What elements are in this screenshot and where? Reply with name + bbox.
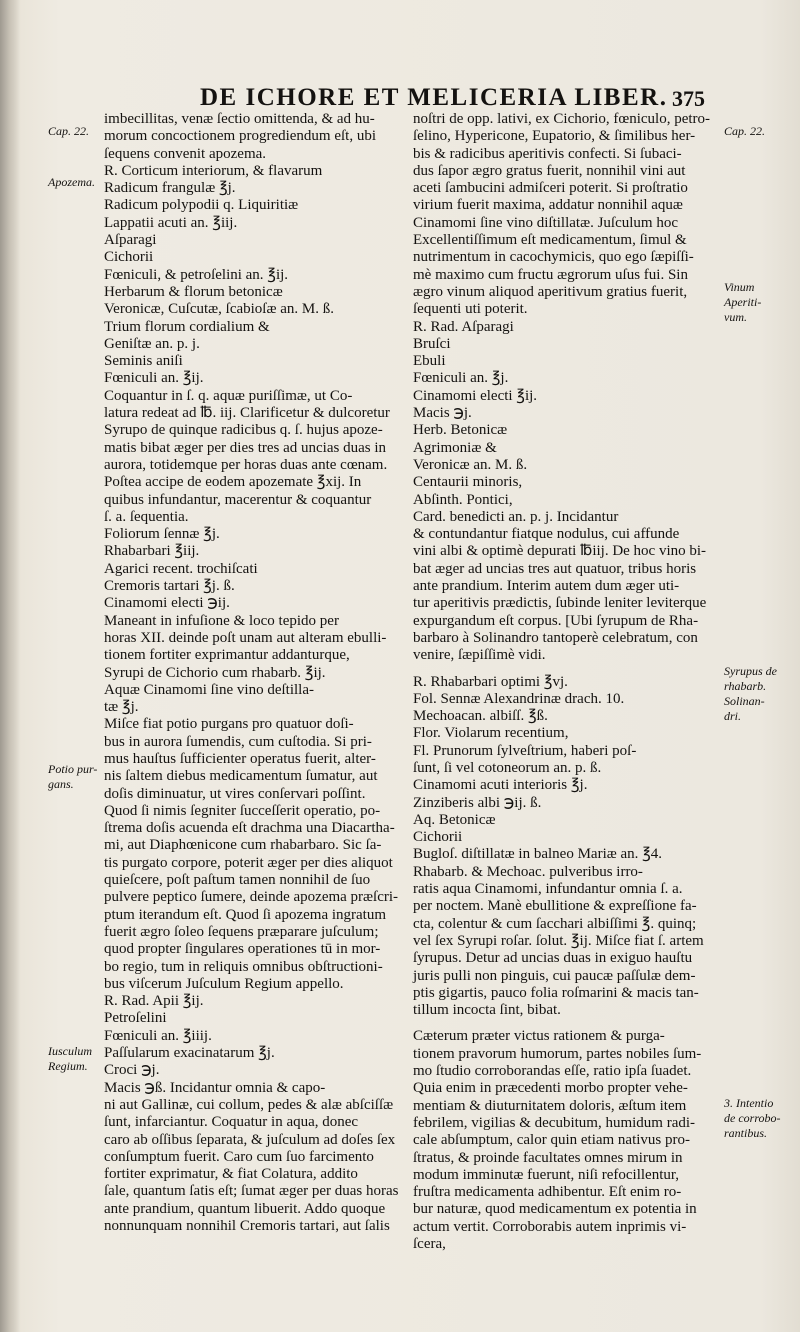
text-line: noſtri de opp. lativi, ex Cichorio, fœniculo, petro-: [413, 111, 711, 127]
text-line: mus hauſtus ſufficienter operatus fuerit, alter-: [104, 750, 376, 767]
margin-note-intentio-line2: de corrobo-: [724, 1111, 781, 1125]
margin-note-jusculum-line2: Regium.: [48, 1059, 88, 1073]
text-line: Macis ℈j.: [413, 405, 472, 422]
text-line: Fœniculi an. ℥ij.: [104, 370, 204, 387]
text-line: Poſtea accipe de eodem apozemate ℥xij. In: [104, 474, 362, 491]
text-line: febrilem, vigilias & decubitum, humidum radi-: [413, 1114, 696, 1131]
margin-note-potio-line1: Potio pur-: [48, 762, 98, 776]
text-line: matis bibat æger per dies tres ad uncias duas in: [104, 439, 387, 456]
text-line: vini albi & optimè depurati ℔iij. De hoc vino bi-: [413, 543, 707, 560]
paragraph-gap: [413, 665, 719, 674]
text-line: Lappatii acuti an. ℥iij.: [104, 214, 238, 231]
text-line: Croci ℈j.: [104, 1062, 160, 1079]
text-line: ſequens convenit apozema.: [104, 145, 267, 162]
text-line: tillum incocta ſint, bibat.: [413, 1002, 561, 1019]
text-line: ni aut Gallinæ, cui collum, pedes & alæ abſciſſæ: [104, 1096, 394, 1113]
text-line: bus viſcerum Juſculum Regium appello.: [104, 975, 344, 992]
text-line: Cremoris tartari ℥j. ß.: [104, 578, 235, 595]
text-line: R. Rhabarbari optimi ℥vj.: [413, 673, 568, 690]
text-line: R. Rad. Aſparagi: [413, 318, 514, 335]
text-line: Miſce fiat potio purgans pro quatuor doſi-: [104, 716, 354, 733]
text-line: tis purgato corpore, poterit æger per dies aliquot: [104, 854, 393, 871]
text-line: Maneant in infuſione & loco tepido per: [104, 612, 339, 629]
text-line: fortiter exprimatur, & fiat Colatura, addito: [104, 1166, 358, 1183]
text-line: morum concoctionem progrediendum eſt, ubi: [104, 128, 377, 145]
text-column-left: [104, 111, 409, 1235]
text-line: tæ ℥j.: [104, 699, 139, 716]
text-line: Macis ℈ß. Incidantur omnia & capo-: [104, 1079, 326, 1096]
text-line: horas XII. deinde poſt unam aut alteram ebulli-: [104, 629, 387, 646]
margin-note-syrupus-line4: dri.: [724, 709, 742, 723]
text-line: ſtrema doſis acuenda eſt drachma una Diacartha-: [104, 820, 395, 837]
margin-note-vinum-line3: vum.: [724, 310, 747, 324]
text-line: Bruſci: [413, 335, 451, 352]
text-line: Syrupo de quinque radicibus q. ſ. hujus apoze-: [104, 422, 383, 439]
text-line: Excellentiſſimum eſt medicamentum, ſimul &: [413, 232, 687, 249]
text-line: Aq. Betonicæ: [413, 811, 496, 828]
text-line: Cichorii: [413, 829, 463, 846]
text-line: Fœniculi an. ℥j.: [413, 370, 509, 387]
text-line: Abſinth. Pontici,: [413, 491, 513, 508]
text-line: Syrupi de Cichorio cum rhabarb. ℥ij.: [104, 664, 326, 681]
text-line: Card. benedicti an. p. j. Incidantur: [413, 508, 619, 525]
text-line: barbaro à Solinandro tantoperè celebratum, con: [413, 629, 698, 646]
text-line: Seminis aniſi: [104, 353, 183, 370]
text-line: Flor. Violarum recentium,: [413, 725, 569, 742]
text-line: nonnunquam nonnihil Cremoris tartari, aut ſalis: [104, 1218, 390, 1234]
text-line: fuerit ægro ſoleo ſequens præparare juſculum;: [104, 923, 379, 940]
margin-note-cap-left: Cap. 22.: [48, 124, 90, 138]
page-number: 375: [672, 86, 705, 111]
text-line: imbecillitas, venæ ſectio omittenda, & ad hu-: [104, 111, 375, 127]
text-line: ſale, quantum ſatis eſt; ſumat æger per duas horas: [104, 1183, 399, 1200]
text-line: ptis gigartis, pauco folia roſmarini & macis tan-: [413, 984, 699, 1001]
text-line: Cinamomi acuti interioris ℥j.: [413, 777, 588, 794]
text-line: Mechoacan. albiſſ. ℥ß.: [413, 708, 548, 725]
margin-note-syrupus-line2: rhabarb.: [724, 679, 767, 693]
margin-note-vinum-line2: Aperiti-: [724, 295, 762, 309]
text-line: ſelino, Hypericone, Eupatorio, & ſimilibus her-: [413, 128, 696, 145]
margin-note-potio-line2: gans.: [48, 777, 74, 791]
margin-note-intentio-line3: rantibus.: [724, 1126, 768, 1140]
text-line: aurora, totidemque per horas duas ante cœnam.: [104, 456, 388, 473]
text-line: bur naturæ, quod medicamentum ex potentia in: [413, 1201, 697, 1218]
text-line: Foliorum ſennæ ℥j.: [104, 526, 220, 543]
text-line: Paſſularum exacinatarum ℥j.: [104, 1045, 275, 1062]
text-line: Fœniculi an. ℥iiij.: [104, 1027, 212, 1044]
text-line: expurgandum eſt corpus. [Ubi ſyrupum de Rha-: [413, 612, 699, 629]
text-line: ſ. a. ſequentia.: [104, 508, 189, 525]
text-line: Cichorii: [104, 249, 154, 266]
text-line: modum imminutæ fuerunt, niſi refocillentur,: [413, 1166, 680, 1183]
text-line: Cæterum præter victus rationem & purga-: [413, 1028, 665, 1045]
text-line: ante prandium. Interim autem dum æger uti-: [413, 578, 680, 595]
text-line: Fœniculi, & petroſelini an. ℥ij.: [104, 266, 289, 283]
text-line: Aquæ Cinamomi ſine vino deſtilla-: [104, 681, 314, 698]
text-line: Cinamomi ſine vino diſtillatæ. Juſculum hoc: [413, 214, 678, 231]
text-line: venire, ſæpiſſimè vidi.: [413, 647, 546, 664]
text-line: bus in aurora ſumendis, cum cuſtodia. Si pri-: [104, 733, 372, 750]
text-line: R. Rad. Apii ℥ij.: [104, 993, 204, 1010]
text-line: Quia enim in præcedenti morbo propter vehe-: [413, 1080, 688, 1097]
margin-note-apozema: Apozema.: [48, 175, 95, 189]
margin-note-intentio-line1: 3. Intentio: [724, 1096, 774, 1110]
text-line: ſunt, infarciantur. Coquatur in aqua, donec: [104, 1114, 359, 1131]
margin-note-jusculum-line1: Iusculum: [48, 1044, 92, 1058]
text-line: ſequenti uti poterit.: [413, 301, 528, 318]
text-line: Fol. Sennæ Alexandrinæ drach. 10.: [413, 690, 625, 707]
text-line: mè maximo cum fructu ægrorum uſus fui. Sin: [413, 266, 688, 283]
text-line: mo ſtudio corroborandas eſſe, ratio ipſa ſuadet.: [413, 1063, 692, 1080]
text-line: Rhabarb. & Mechoac. pulveribus irro-: [413, 863, 643, 880]
text-line: per noctem. Manè ebullitione & expreſſione fa-: [413, 898, 697, 915]
text-line: nutrimentum in cacochymicis, quo ego ſæpiſſi-: [413, 249, 694, 266]
text-line: latura redeat ad ℔. iij. Clarificetur & dulcoretur: [104, 405, 390, 422]
text-line: Veronicæ an. M. ß.: [413, 456, 528, 473]
text-line: actum vertit. Corroborabis autem inprimis vi-: [413, 1218, 687, 1235]
text-line: vel ſex Syrupi roſar. ſolut. ℥ij. Miſce fiat ſ. artem: [413, 932, 704, 949]
text-line: mentiam & diuturnitatem doloris, æſtum item: [413, 1097, 687, 1114]
book-gutter-shadow: [0, 0, 20, 1332]
margin-note-syrupus-line3: Solinan-: [724, 694, 765, 708]
text-line: Agrimoniæ &: [413, 439, 497, 456]
text-line: Petroſelini: [104, 1010, 167, 1027]
text-line: conſumptum fuerit. Caro cum ſuo farcimento: [104, 1148, 374, 1165]
text-line: ſunt, ſi vel cotoneorum an. p. ß.: [413, 759, 602, 776]
text-line: bat æger ad uncias tres aut quatuor, tribus horis: [413, 560, 697, 577]
text-line: Fl. Prunorum ſylveſtrium, haberi poſ-: [413, 742, 637, 759]
text-line: cale abſumptum, calor quin etiam nativus pro-: [413, 1132, 691, 1149]
text-line: Radicum polypodii q. Liquiritiæ: [104, 197, 299, 214]
text-line: caro ab oſſibus ſeparata, & juſculum ad doſes ſex: [104, 1131, 396, 1148]
text-line: Aſparagi: [104, 232, 157, 249]
text-line: cta, colentur & cum ſacchari albiſſimi ℥. quinq;: [413, 915, 697, 932]
text-line: R. Corticum interiorum, & flavarum: [104, 162, 323, 179]
text-line: Veronicæ, Cuſcutæ, ſcabioſæ an. M. ß.: [104, 301, 334, 318]
text-line: Bugloſ. diſtillatæ in balneo Mariæ an. ℥4.: [413, 846, 663, 863]
text-line: tionem fortiter exprimantur addanturque,: [104, 647, 350, 664]
text-line: ægro vinum aliquod aperitivum gratius fuerit,: [413, 283, 688, 300]
margin-note-vinum-line1: Vinum: [724, 280, 755, 294]
text-line: Ebuli: [413, 353, 446, 370]
text-line: doſis diminuatur, ut vires conſervari poſſint.: [104, 785, 366, 802]
text-line: pulvere peptico ſumere, deinde apozema præſcri-: [104, 889, 399, 906]
text-line: Radicum frangulæ ℥j.: [104, 180, 236, 197]
text-line: Trium florum cordialium &: [104, 318, 270, 335]
text-line: Herb. Betonicæ: [413, 422, 508, 439]
text-line: fruſtra medicamenta adhibentur. Eſt enim ro-: [413, 1184, 682, 1201]
text-line: quibus infundantur, macerentur & coquantur: [104, 491, 372, 508]
text-line: aceti ſambucini admiſceri poterit. Si proſtratio: [413, 180, 688, 197]
margin-note-cap-right: Cap. 22.: [724, 124, 766, 138]
text-line: Cinamomi electi ℥ij.: [413, 387, 538, 404]
text-line: Cinamomi electi ℈ij.: [104, 595, 230, 612]
text-line: Coquantur in ſ. q. aquæ puriſſimæ, ut Co-: [104, 387, 353, 404]
text-line: tur aperitivis prædictis, ſubinde leniter leviterque: [413, 595, 707, 612]
text-line: juris pulli non pinguis, cui paucæ paſſulæ dem-: [413, 967, 696, 984]
text-line: Zinziberis albi ℈ij. ß.: [413, 794, 542, 811]
text-line: mi, aut Diaphœnicone cum rhabarbaro. Sic ſa-: [104, 837, 382, 854]
running-header: DE ICHORE ET MELICERIA LIBER.: [200, 84, 668, 111]
text-line: ptum iterandum eſt. Quod ſi apozema ingratum: [104, 906, 387, 923]
text-column-right: [413, 111, 719, 1253]
text-line: Herbarum & florum betonicæ: [104, 283, 283, 300]
text-line: bis & radicibus aperitivis confecti. Si ſubaci-: [413, 145, 682, 162]
text-line: Quod ſi nimis ſegniter ſucceſſerit operatio, po-: [104, 802, 381, 819]
text-line: ante prandium, quantum libuerit. Addo quoque: [104, 1200, 386, 1217]
text-line: ratis aqua Cinamomi, infundantur omnia ſ. a.: [413, 881, 683, 898]
text-line: Geniſtæ an. p. j.: [104, 335, 200, 352]
text-line: ſyrupus. Detur ad uncias duas in exiguo hauſtu: [413, 950, 693, 967]
text-line: ſcera,: [413, 1236, 446, 1252]
text-line: nis ſaltem diebus medicamentum ſumatur, aut: [104, 768, 378, 785]
text-line: quod propter ſingulares operationes tū in mor-: [104, 941, 381, 958]
margin-note-syrupus-line1: Syrupus de: [724, 664, 777, 678]
text-line: tionem pravorum humorum, partes nobiles ſum-: [413, 1045, 702, 1062]
paragraph-gap: [413, 1019, 719, 1028]
text-line: ſtratus, & proinde facultates omnes mirum in: [413, 1149, 683, 1166]
text-line: Agarici recent. trochiſcati: [104, 560, 258, 577]
text-line: Centaurii minoris,: [413, 474, 523, 491]
text-line: quieſcere, poſt paſtum tamen nonnihil de ſuo: [104, 872, 371, 889]
text-line: & contundantur fiatque nodulus, cui affunde: [413, 526, 680, 543]
text-line: bo regio, tum in reliquis omnibus obſtructioni-: [104, 958, 383, 975]
text-line: Rhabarbari ℥iij.: [104, 543, 200, 560]
text-line: virium fuerit maxima, addatur nonnihil aquæ: [413, 197, 683, 214]
text-line: dus ſapor ægro gratus fuerit, nonnihil vini aut: [413, 162, 686, 179]
